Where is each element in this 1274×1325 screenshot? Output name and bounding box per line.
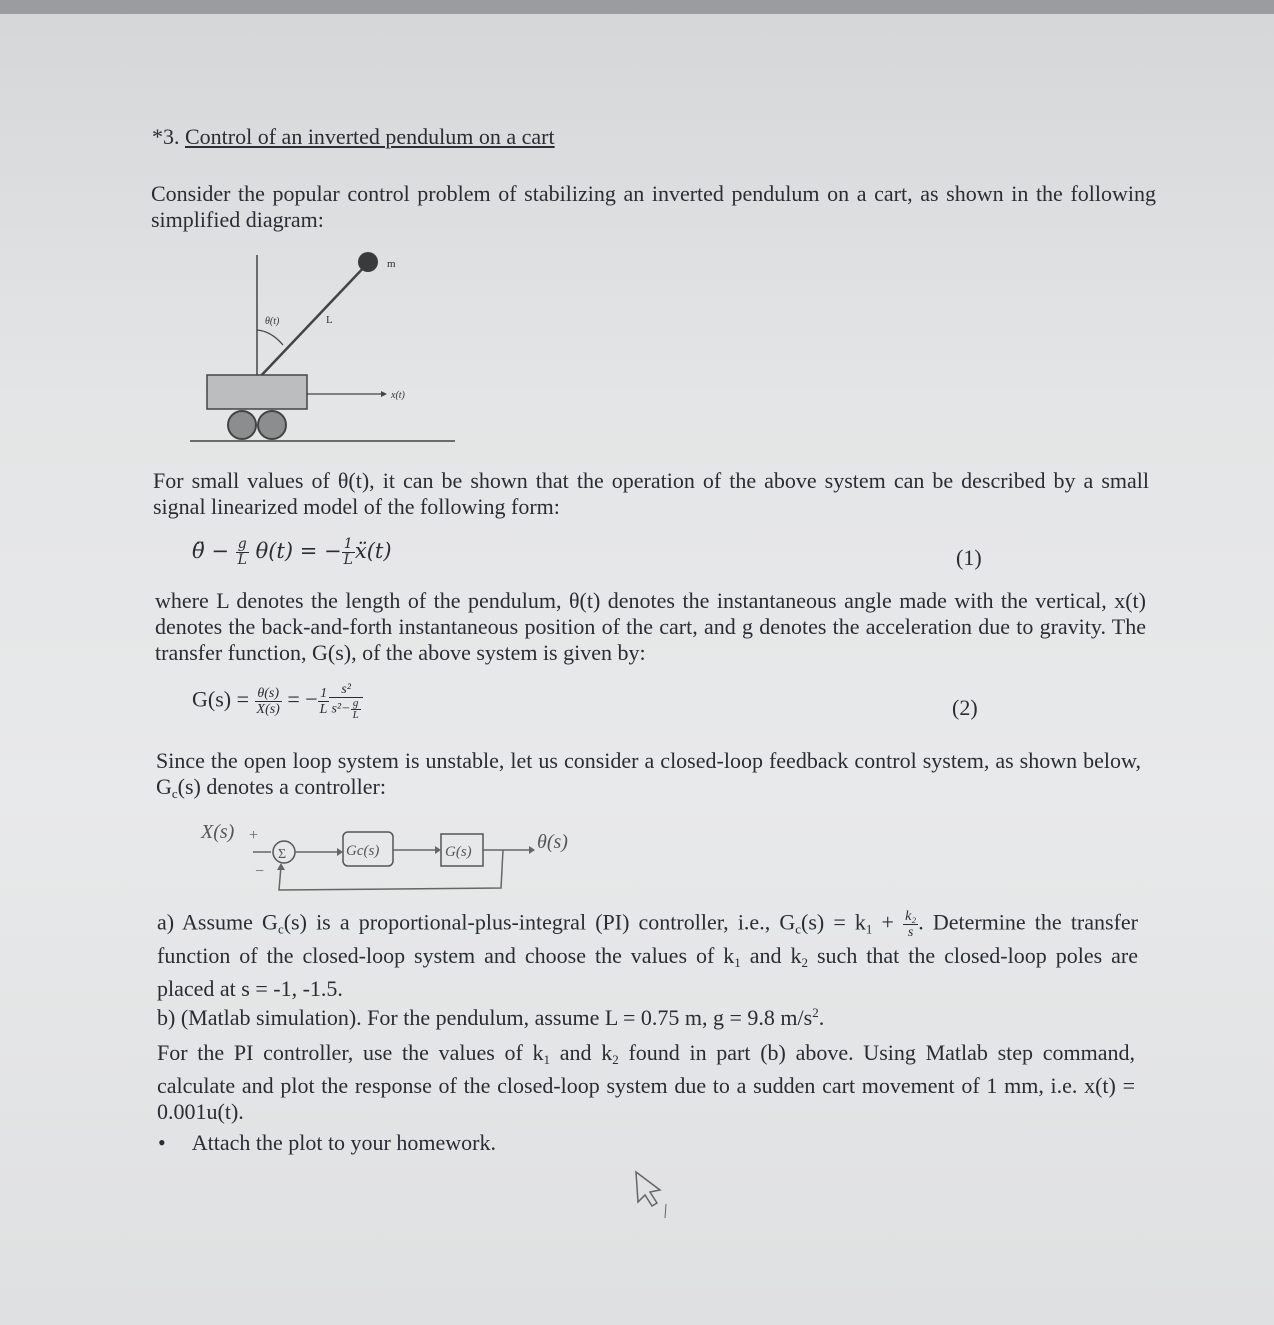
part-b-paragraph (157, 1000, 1057, 1031)
since-text-b: (s) denotes a controller: (177, 774, 386, 799)
part-a-paragraph (157, 909, 1138, 1002)
mouse-cursor-icon (632, 1168, 672, 1220)
sum-to-controller-arrow-head (337, 848, 343, 856)
part-a-sub1: c (277, 921, 284, 937)
bullet-mark: • (158, 1130, 166, 1155)
part-a-t6: and k (740, 942, 802, 968)
block-output-label: θ(s) (537, 831, 568, 853)
eq2-g: g (351, 698, 361, 710)
position-arrow-head (381, 391, 387, 397)
cart-wheel-right (258, 411, 286, 439)
cart-body (207, 375, 307, 409)
pi-t1: For the PI controller, use the values of k (157, 1040, 544, 1065)
eq2-den2 (329, 698, 362, 721)
pi-controller-paragraph (157, 1040, 1135, 1125)
angle-arc (257, 330, 283, 345)
eq1-term-a: θ̈ − (192, 539, 236, 563)
where-paragraph: where L denotes the length of the pendulum, θ(t) denotes the instantaneous angle made with the vertical, x(t) denotes the back-and-forth instantaneous position of the cart, and g denotes the acceleration due to gravity. The transfer function, G(s), of the above system is given by: (155, 588, 1146, 665)
part-a-t7: such that the closed-loop poles are placed at s = -1, -1.5. (157, 942, 1138, 1001)
plant-label: G(s) (445, 844, 472, 860)
eq1-g: g (236, 537, 249, 553)
summing-symbol: Σ (278, 847, 287, 862)
block-plus-sign: + (249, 827, 259, 844)
part-b-sup: 2 (812, 1005, 819, 1020)
bullet-item (158, 1130, 496, 1156)
length-label: L (326, 314, 333, 326)
problem-heading (152, 124, 555, 150)
eq1-fraction-g-over-L (236, 537, 249, 568)
top-edge (0, 0, 1274, 14)
pi-s1: 1 (543, 1052, 551, 1067)
problem-number: *3. (152, 124, 180, 149)
cart-wheel-left (228, 411, 256, 439)
part-a-t5: . Determine the transfer function of the closed-loop system and choose the values of k (157, 909, 1139, 968)
intro-paragraph: Consider the popular control problem of stabilizing an inverted pendulum on a cart, as shown in the following simplified diagram: (151, 181, 1156, 232)
pi-t2: and k (550, 1040, 613, 1065)
controller-to-plant-arrow-head (435, 846, 441, 854)
eq1-one: 1 (342, 537, 355, 553)
eq2-fraction-g-over-L (351, 698, 361, 721)
bullet-text: Attach the plot to your homework. (191, 1130, 496, 1155)
eq2-fraction-s2 (329, 682, 362, 721)
eq1-rhs: ẍ(t) (354, 539, 392, 563)
part-a-t2: (s) is a proportional-plus-integral (PI) controller, i.e., G (283, 909, 796, 935)
pi-t3: found in part (b) above. Using Matlab step command, calculate and plot the response of the closed-loop system due to a sudden cart movement of 1 mm, i.e. x(t) = 0.001u(t). (157, 1040, 1135, 1124)
eq2-den: X(s) (256, 702, 280, 717)
eq1-L2: L (343, 552, 353, 568)
since-paragraph (156, 748, 1141, 807)
angle-label: θ(t) (265, 316, 280, 327)
part-a-k1b: 1 (734, 954, 741, 970)
position-label: x(t) (391, 390, 405, 401)
block-input-label: X(s) (201, 821, 235, 843)
eq2-L: L (319, 702, 328, 717)
part-a-k2b: 2 (801, 954, 809, 970)
output-arrow-head (529, 846, 535, 854)
controller-label: Gc(s) (346, 843, 380, 859)
equation-1-number: (1) (956, 545, 982, 570)
mass-label: m (387, 258, 396, 270)
problem-title: Control of an inverted pendulum on a cart (185, 124, 555, 149)
block-minus-sign: − (255, 863, 265, 880)
since-text-a: Since the open loop system is unstable, let us consider a closed-loop feedback control system, as shown below, G (156, 748, 1141, 799)
eq2-L2: L (352, 709, 359, 721)
part-a-t3: (s) = k (801, 909, 866, 935)
part-b-t2: . (818, 1005, 825, 1030)
eq2-num: θ(s) (255, 686, 282, 702)
part-a-fraction-k2-over-s (903, 909, 918, 940)
part-b-t1: b) (Matlab simulation). For the pendulum, assume L = 0.75 m, g = 9.8 m/s (157, 1005, 813, 1030)
eq2-fraction-theta-over-x (255, 686, 282, 717)
eq2-one: 1 (318, 686, 330, 702)
feedback-arrow-head (277, 863, 285, 870)
pendulum-mass (358, 252, 378, 272)
eq1-L: L (237, 552, 247, 568)
eq2-fraction-1-over-L (318, 686, 330, 717)
since-sub: c (171, 786, 178, 801)
eq2-s2: s² (329, 682, 362, 698)
part-a-k2n: k₂ (905, 909, 917, 924)
eq2-equals: = − (281, 686, 318, 712)
part-a-sub2: c (795, 921, 801, 937)
part-a-t1: a) Assume G (157, 909, 278, 935)
part-a-k1: 1 (865, 921, 873, 937)
equation-1 (192, 537, 392, 568)
eq2-lhs: G(s) = (192, 686, 255, 712)
equation-2-number: (2) (952, 695, 978, 720)
equation-2 (192, 682, 363, 721)
small-signal-paragraph: For small values of θ(t), it can be shown that the operation of the above system can be described by a small signal linearized model of the following form: (153, 468, 1149, 519)
pendulum-cart-diagram (185, 245, 465, 450)
feedback-block-diagram (195, 810, 615, 900)
eq1-term-b: θ(t) = − (255, 539, 342, 563)
pi-s2: 2 (612, 1052, 619, 1067)
eq1-fraction-1-over-L (342, 537, 355, 568)
part-a-t4: + (872, 909, 904, 935)
part-a-k2d: s (907, 925, 914, 940)
eq2-den2-text: s²− (331, 701, 351, 717)
